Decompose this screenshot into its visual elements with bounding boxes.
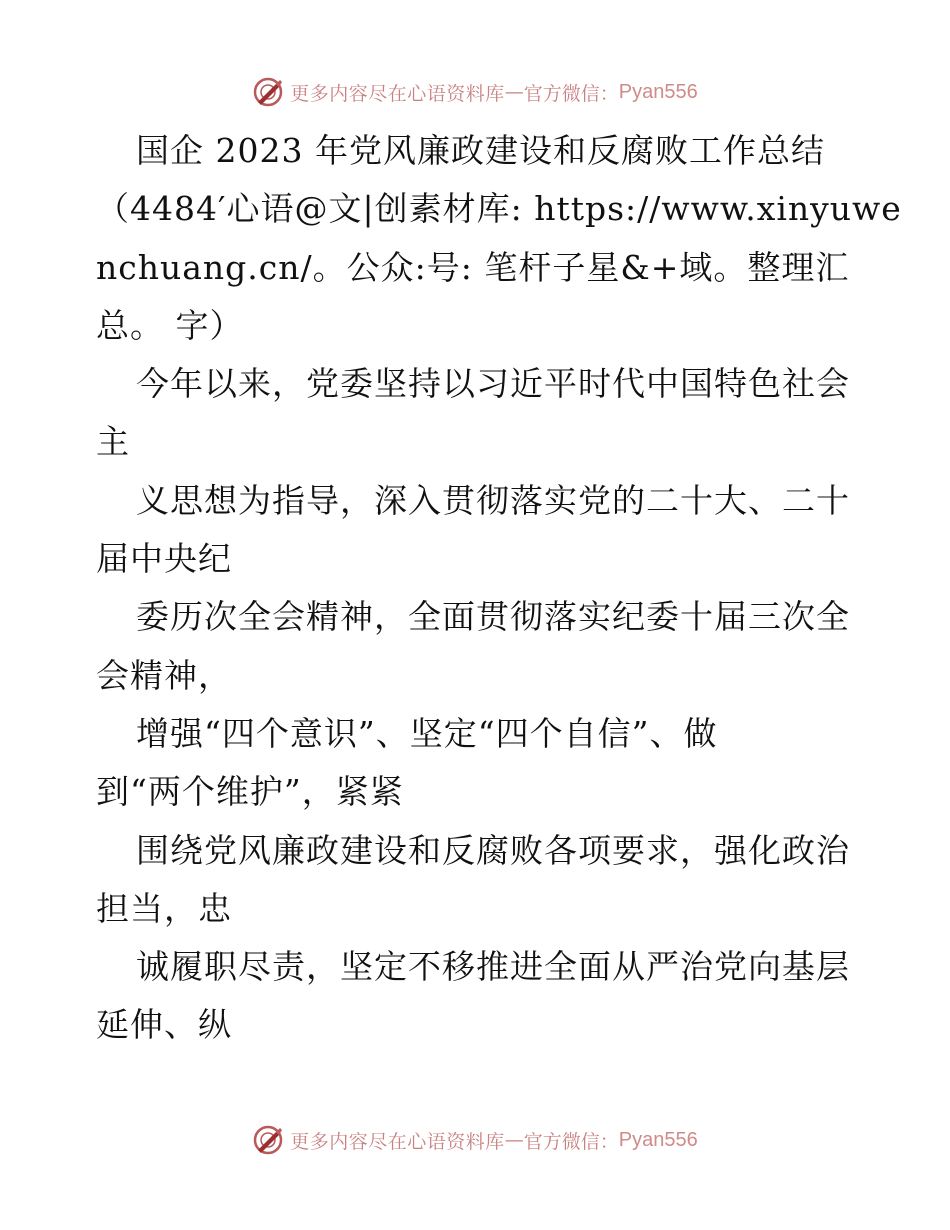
text-line: （4484′心语@文|创素材库: https://www.xinyuwe [96, 189, 902, 229]
text-line: 届中央纪 [96, 539, 232, 579]
text-line: 到“两个维护”，紧紧 [96, 772, 404, 812]
text-line: 诚履职尽责，坚定不移推进全面从严治党向基层 [136, 947, 850, 987]
pen-logo-icon [252, 76, 284, 108]
pen-logo-icon [252, 1124, 284, 1156]
text-line: 主 [96, 422, 130, 462]
text-line: 延伸、纵 [96, 1005, 232, 1045]
banner-wechat-label: 官方微信： [523, 1130, 619, 1153]
banner-dash: — [504, 1129, 524, 1151]
banner-text: 更多内容尽在心语资料库 [290, 82, 505, 105]
banner-wechat-id: Pyan556 [618, 80, 698, 103]
document-title-line: 国企 2023 年党风廉政建设和反腐败工作总结 [136, 131, 825, 170]
text-line: nchuang.cn/。公众:号: 笔杆子星&+域。整理汇 [96, 247, 850, 287]
banner-text: 更多内容尽在心语资料库 [290, 1130, 505, 1153]
text-line: 义思想为指导，深入贯彻落实党的二十大、二十 [136, 480, 850, 520]
text-line: 围绕党风廉政建设和反腐败各项要求，强化政治 [136, 830, 850, 870]
text-line: 增强“四个意识”、坚定“四个自信”、做 [136, 713, 718, 753]
document-body [96, 122, 902, 1055]
banner-wechat-label: 官方微信： [523, 82, 619, 105]
banner-dash: — [504, 81, 524, 103]
text-line: 今年以来，党委坚持以习近平时代中国特色社会 [136, 364, 850, 404]
banner-wechat-id: Pyan556 [618, 1128, 698, 1151]
footer-watermark-banner [0, 1120, 950, 1160]
text-line: 委历次全会精神，全面贯彻落实纪委十届三次全 [136, 597, 850, 637]
text-line: 会精神， [96, 655, 232, 695]
header-watermark-banner [0, 72, 950, 112]
text-line: 担当，忠 [96, 888, 232, 928]
text-line: 总。 字） [96, 305, 244, 345]
